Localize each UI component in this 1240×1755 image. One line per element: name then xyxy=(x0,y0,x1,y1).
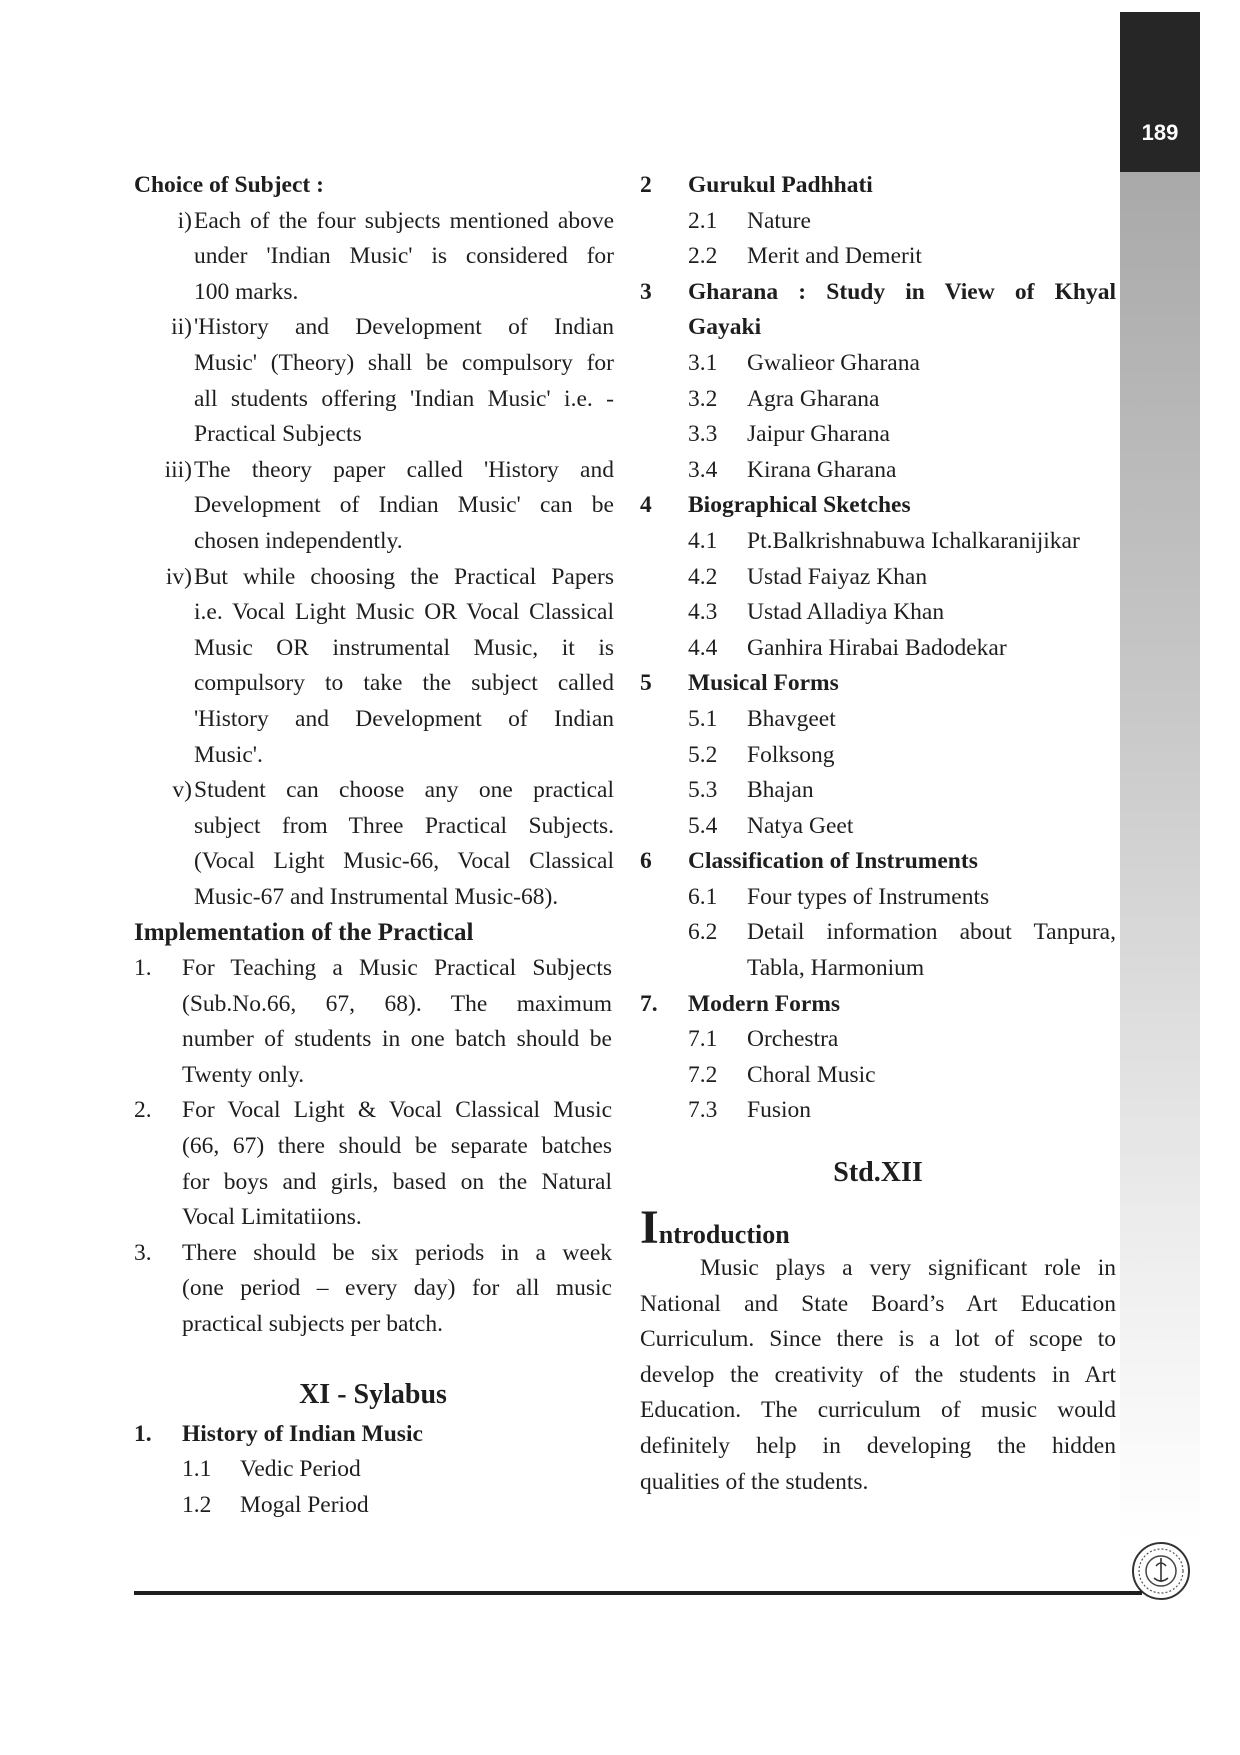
subtopic-item xyxy=(640,738,1116,774)
text-line: qualities of the students. xyxy=(640,1468,869,1495)
subtopic-item xyxy=(640,773,1116,809)
text-line: 'History and Development of Indian xyxy=(194,705,614,732)
subtopic-number: 6.2 xyxy=(688,919,718,946)
std-heading: Std.XII xyxy=(833,1157,923,1189)
text-line: 'History and Development of Indian xyxy=(194,314,614,341)
text-line: Modern Forms xyxy=(688,990,841,1017)
text-line: But while choosing the Practical Papers xyxy=(194,563,614,590)
subtopic-number: 4.2 xyxy=(688,563,718,590)
choice-number xyxy=(134,453,192,560)
choice-item xyxy=(134,204,612,311)
syllabus-topics xyxy=(640,168,1116,1129)
subtopic-number: 7.3 xyxy=(688,1097,718,1124)
subtopic-number: 3.2 xyxy=(688,385,718,412)
topic-item xyxy=(640,844,1116,880)
text-line: Detail information about Tanpura, xyxy=(747,919,1116,946)
subtopic-number: 5.3 xyxy=(688,777,718,804)
text-line: Four types of Instruments xyxy=(747,883,990,910)
text-line: Kirana Gharana xyxy=(747,456,897,483)
subtopic-item xyxy=(640,595,1116,631)
subtopic-text xyxy=(747,204,1116,240)
text-line: Ganhira Hirabai Badodekar xyxy=(747,634,1007,661)
text-line: under 'Indian Music' is considered for xyxy=(194,243,614,270)
text-line: (Sub.No.66, 67, 68). The maximum xyxy=(182,990,612,1017)
subtopic-text xyxy=(747,346,1116,382)
subtopic-number: 4.3 xyxy=(688,599,718,626)
choice-number-label: i) xyxy=(177,207,192,234)
text-line: Agra Gharana xyxy=(747,385,880,412)
text-line: Orchestra xyxy=(747,1026,839,1053)
side-tab xyxy=(1120,12,1200,172)
subtopic-number: 3.1 xyxy=(688,349,718,376)
subtopic-text xyxy=(747,702,1116,738)
subtopic-text xyxy=(747,453,1116,489)
subtopic-number: 6.1 xyxy=(688,883,718,910)
text-line: Music-67 and Instrumental Music-68). xyxy=(194,883,559,910)
syllabus-heading: XI - Sylabus xyxy=(299,1378,447,1410)
text-line: There should be six periods in a week xyxy=(182,1239,612,1266)
choice-item xyxy=(134,560,612,774)
subtopic-text xyxy=(747,773,1116,809)
subtopic-number: 4.4 xyxy=(688,634,718,661)
topic-number: 1. xyxy=(134,1420,152,1447)
text-line: Ustad Faiyaz Khan xyxy=(747,563,928,590)
text-line: Classification of Instruments xyxy=(688,848,978,875)
bottom-rule xyxy=(134,1591,1142,1595)
topic-item xyxy=(640,488,1116,524)
subtopic-item xyxy=(640,346,1116,382)
text-line: Ustad Alladiya Khan xyxy=(747,599,945,626)
text-line: Curriculum. Since there is a lot of scope to xyxy=(640,1326,1116,1353)
subtopic-number: 3.4 xyxy=(688,456,718,483)
text-line: Fusion xyxy=(747,1097,811,1124)
text-line: Pt.Balkrishnabuwa Ichalkaranijikar xyxy=(747,527,1080,554)
subtopic-text: Mogal Period xyxy=(240,1491,369,1518)
choice-number xyxy=(134,560,192,774)
text-line: chosen independently. xyxy=(194,527,403,554)
choice-number-label: ii) xyxy=(171,314,192,341)
text-line: Choral Music xyxy=(747,1061,876,1088)
choice-item xyxy=(134,773,612,915)
topic-title xyxy=(688,488,1116,524)
subtopic-text xyxy=(747,382,1116,418)
topic-title xyxy=(688,666,1116,702)
subtopic-number: 5.1 xyxy=(688,705,718,732)
text-line: (Vocal Light Music-66, Vocal Classical xyxy=(194,848,614,875)
subtopic-text xyxy=(747,738,1116,774)
subtopic-item xyxy=(640,880,1116,916)
subtopic-number: 7.1 xyxy=(688,1026,718,1053)
introduction-paragraph xyxy=(640,1251,1116,1500)
subtopic-item xyxy=(640,524,1116,560)
text-line: Music'. xyxy=(194,741,263,768)
topic-title: History of Indian Music xyxy=(182,1420,423,1447)
implementation-item xyxy=(134,1236,612,1343)
drop-cap: I xyxy=(640,1201,659,1255)
text-line: develop the creativity of the students in Art xyxy=(640,1361,1116,1388)
topic-number: 7. xyxy=(640,990,658,1017)
text-line: Music plays a very significant role in xyxy=(700,1255,1116,1282)
implementation-item xyxy=(134,1093,612,1235)
text-line: Tabla, Harmonium xyxy=(747,955,925,982)
text-line: Each of the four subjects mentioned above xyxy=(194,207,614,234)
text-line: Bhavgeet xyxy=(747,705,836,732)
choice-text xyxy=(194,560,614,774)
topic-title xyxy=(688,987,1116,1023)
text-line: Music' (Theory) shall be compulsory for xyxy=(194,349,614,376)
topic-number: 5 xyxy=(640,670,652,697)
subtopic-item xyxy=(640,1022,1116,1058)
text-line: Gurukul Padhhati xyxy=(688,172,873,198)
choice-number xyxy=(134,773,192,915)
topic-1-subtopics xyxy=(134,1452,612,1523)
subtopic-item xyxy=(640,915,1116,986)
topic-title xyxy=(688,275,1116,346)
choice-number-label: v) xyxy=(172,777,192,804)
subtopic-text xyxy=(747,915,1116,986)
subtopic-item xyxy=(640,204,1116,240)
subtopic-item xyxy=(640,631,1116,667)
subtopic-item xyxy=(134,1452,612,1488)
topic-item xyxy=(640,168,1116,204)
subtopic-number: 2.2 xyxy=(688,243,718,270)
introduction-heading-rest: ntroduction xyxy=(658,1220,790,1250)
subtopic-number: 4.1 xyxy=(688,527,718,554)
right-column xyxy=(640,168,1116,1500)
topic-item xyxy=(640,666,1116,702)
text-line: Twenty only. xyxy=(182,1061,305,1088)
text-line: Jaipur Gharana xyxy=(747,421,890,448)
subtopic-text xyxy=(747,1022,1116,1058)
text-line: Practical Subjects xyxy=(194,421,362,448)
text-line: Music OR instrumental Music, it is xyxy=(194,634,614,661)
subtopic-item xyxy=(134,1488,612,1524)
text-line: Gayaki xyxy=(688,314,762,341)
implementation-item xyxy=(134,951,612,1093)
subtopic-number: 1.2 xyxy=(182,1491,212,1518)
text-line: for boys and girls, based on the Natural xyxy=(182,1168,612,1195)
subtopic-item xyxy=(640,560,1116,596)
text-line: For Vocal Light & Vocal Classical Music xyxy=(182,1097,612,1124)
implementation-text xyxy=(182,951,612,1093)
text-line: Education. The curriculum of music would xyxy=(640,1397,1116,1424)
text-line: For Teaching a Music Practical Subjects xyxy=(182,955,612,982)
subtopic-number: 7.2 xyxy=(688,1061,718,1088)
text-line: Biographical Sketches xyxy=(688,492,911,519)
subtopic-number: 1.1 xyxy=(182,1456,212,1483)
subtopic-text xyxy=(747,809,1116,845)
subtopic-item xyxy=(640,239,1116,275)
choice-item xyxy=(134,310,612,452)
subtopic-text xyxy=(747,631,1116,667)
topic-title xyxy=(688,844,1116,880)
topic-1 xyxy=(134,1417,612,1453)
text-line: 100 marks. xyxy=(194,278,299,305)
subtopic-text xyxy=(747,595,1116,631)
subtopic-item xyxy=(640,417,1116,453)
choice-text xyxy=(194,310,614,452)
choice-text xyxy=(194,453,614,560)
topic-title xyxy=(688,168,1116,204)
text-line: Natya Geet xyxy=(747,812,854,839)
subtopic-item xyxy=(640,1058,1116,1094)
text-line: Development of Indian Music' can be xyxy=(194,492,614,519)
text-line: Gwalieor Gharana xyxy=(747,349,920,376)
subtopic-number: 5.4 xyxy=(688,812,718,839)
subtopic-text xyxy=(747,560,1116,596)
subtopic-text: Vedic Period xyxy=(240,1456,361,1483)
subtopic-number: 3.3 xyxy=(688,421,718,448)
text-line: Vocal Limitatiions. xyxy=(182,1204,362,1231)
choice-number xyxy=(134,204,192,311)
subtopic-item xyxy=(640,453,1116,489)
implementation-list xyxy=(134,951,612,1343)
choice-heading: Choice of Subject : xyxy=(134,172,324,198)
subtopic-item xyxy=(640,809,1116,845)
text-line: Bhajan xyxy=(747,777,814,804)
subtopic-item xyxy=(640,382,1116,418)
side-tab-gradient xyxy=(1120,172,1200,1540)
introduction-heading xyxy=(640,1201,1116,1255)
text-line: Gharana : Study in View of Khyal xyxy=(688,278,1116,305)
text-line: Folksong xyxy=(747,741,835,768)
subtopic-text xyxy=(747,524,1116,560)
choice-text xyxy=(194,773,614,915)
subtopic-number: 2.1 xyxy=(688,207,718,234)
text-line: Student can choose any one practical xyxy=(194,777,614,804)
text-line: i.e. Vocal Light Music OR Vocal Classical xyxy=(194,599,614,626)
implementation-number: 2. xyxy=(134,1097,152,1124)
topic-number: 4 xyxy=(640,492,652,519)
text-line: definitely help in developing the hidden xyxy=(640,1433,1116,1459)
text-line: Musical Forms xyxy=(688,670,839,697)
implementation-text xyxy=(182,1093,612,1235)
page-number: 189 xyxy=(1141,120,1179,145)
topic-number: 6 xyxy=(640,848,652,875)
choice-number-label: iii) xyxy=(164,456,192,483)
topic-item xyxy=(640,275,1116,346)
text-line: practical subjects per batch. xyxy=(182,1311,443,1337)
text-line: The theory paper called 'History and xyxy=(194,456,614,483)
text-line: (one period – every day) for all music xyxy=(182,1275,612,1302)
text-line: subject from Three Practical Subjects. xyxy=(194,812,614,839)
topic-item xyxy=(640,987,1116,1023)
choice-number-label: iv) xyxy=(165,563,192,590)
text-line: (66, 67) there should be separate batches xyxy=(182,1133,612,1160)
subtopic-number: 5.2 xyxy=(688,741,718,768)
text-line: National and State Board’s Art Education xyxy=(640,1290,1116,1317)
implementation-text xyxy=(182,1236,612,1343)
subtopic-text xyxy=(747,239,1116,275)
choice-text xyxy=(194,204,614,311)
text-line: Nature xyxy=(747,207,811,234)
choice-number xyxy=(134,310,192,452)
left-column xyxy=(134,168,612,1523)
subtopic-text xyxy=(747,1093,1116,1129)
text-line: Merit and Demerit xyxy=(747,243,922,270)
topic-number: 3 xyxy=(640,278,652,305)
subtopic-item xyxy=(640,1093,1116,1129)
choice-list xyxy=(134,204,612,916)
subtopic-text xyxy=(747,1058,1116,1094)
implementation-number: 1. xyxy=(134,955,152,982)
topic-number: 2 xyxy=(640,172,652,198)
subtopic-item xyxy=(640,702,1116,738)
subtopic-text xyxy=(747,880,1116,916)
implementation-heading: Implementation of the Practical xyxy=(134,919,474,947)
text-line: compulsory to take the subject called xyxy=(194,670,614,697)
text-line: number of students in one batch should be xyxy=(182,1026,612,1053)
text-line: all students offering 'Indian Music' i.e. - xyxy=(194,385,614,412)
choice-item xyxy=(134,453,612,560)
implementation-number: 3. xyxy=(134,1239,152,1266)
subtopic-text xyxy=(747,417,1116,453)
